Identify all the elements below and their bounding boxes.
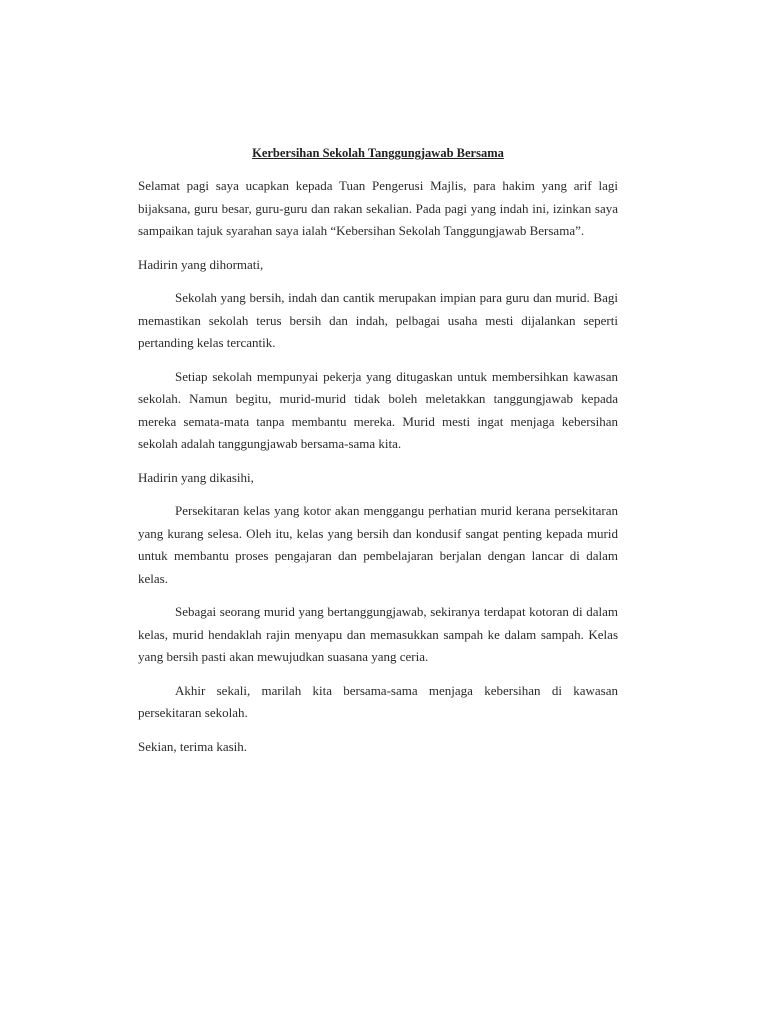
paragraph-body-3: Persekitaran kelas yang kotor akan menggangu perhatian murid kerana persekitaran yang kurang selesa. Oleh itu, kelas yang bersih dan kondusif sangat penting kepada murid untuk membantu proses pengajaran dan pembelajaran berjalan dengan lancar di dalam kelas. — [138, 503, 618, 586]
paragraph-body-1: Sekolah yang bersih, indah dan cantik merupakan impian para guru dan murid. Bagi memastikan sekolah terus bersih dan indah, pelbagai usaha mesti dijalankan seperti pertanding kelas tercantik. — [138, 290, 618, 350]
paragraph-body-4: Sebagai seorang murid yang bertanggungjawab, sekiranya terdapat kotoran di dalam kelas, murid hendaklah rajin menyapu dan memasukkan sampah ke dalam sampah. Kelas yang bersih pasti akan mewujudkan suasana yang ceria. — [138, 604, 618, 664]
paragraph-body-5: Akhir sekali, marilah kita bersama-sama menjaga kebersihan di kawasan persekitaran sekolah. — [138, 682, 618, 720]
paragraph-salutation-1: Hadirin yang dihormati, — [138, 256, 264, 272]
paragraph-closing: Sekian, terima kasih. — [138, 738, 248, 754]
paragraph-greeting: Selamat pagi saya ucapkan kepada Tuan Pengerusi Majlis, para hakim yang arif lagi bijaksana, guru besar, guru-guru dan rakan sekalian. Pada pagi yang indah ini, izinkan saya sampaikan tajuk syarahan saya ialah “Kebersihan Sekolah Tanggungjawab Bersama”. — [138, 178, 618, 238]
document-page — [138, 146, 618, 758]
document-title: Kerbersihan Sekolah Tanggungjawab Bersama — [252, 146, 504, 160]
paragraph-body-2: Setiap sekolah mempunyai pekerja yang ditugaskan untuk membersihkan kawasan sekolah. Namun begitu, murid-murid tidak boleh meletakkan tanggungjawab kepada mereka semata-mata tanpa membantu mereka. Murid mesti ingat menjaga kebersihan sekolah adalah tanggungjawab bersama-sama kita. — [138, 368, 618, 451]
paragraph-salutation-2: Hadirin yang dikasihi, — [138, 469, 254, 485]
